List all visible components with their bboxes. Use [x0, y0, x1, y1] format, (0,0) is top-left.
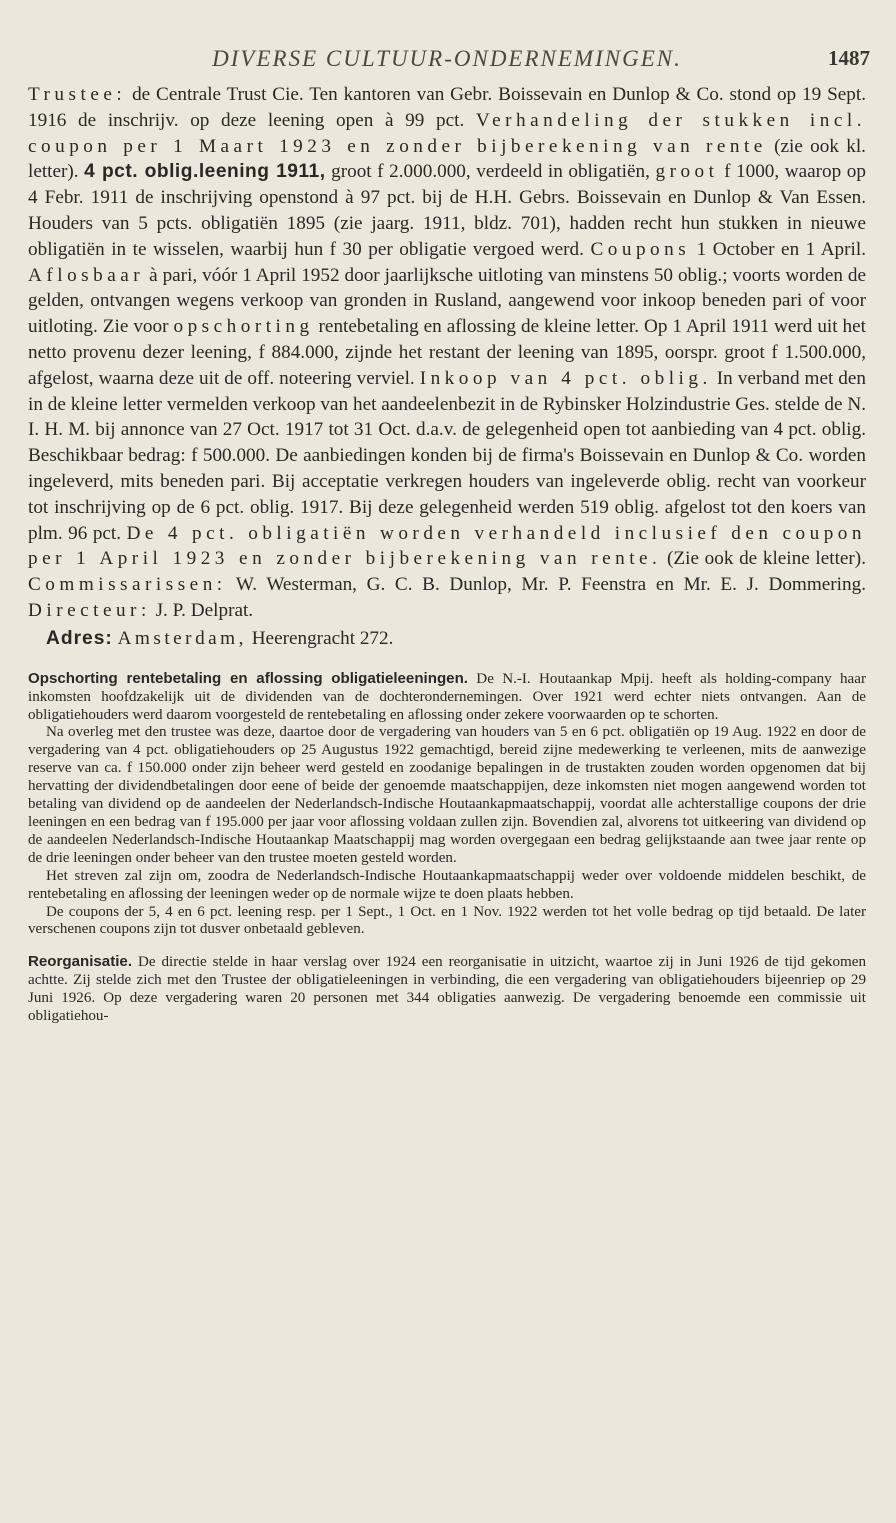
spaced-text-run: groot	[655, 161, 719, 183]
small-heading-reorganisatie: Reorganisatie.	[28, 953, 133, 971]
directeur-label: Directeur:	[28, 599, 151, 621]
spaced-text-run: De 4 pct. obligatiën worden verhandeld inclusief den coupon per 1 April 1923 en zonder bijberekening van rente.	[28, 522, 866, 570]
text-run: groot f 2.000.000, verdeeld in obligatiën,	[325, 161, 656, 183]
text-run: W. Westerman, G. C. B. Dunlop, Mr. P. Feenstra en Mr. E. J. Dommering.	[226, 574, 866, 596]
inkoop-label: Inkoop van 4 pct. oblig.	[419, 367, 712, 389]
address-line	[46, 626, 866, 652]
text-run: de Centrale Trust Cie. Ten kantoren van Gebr. Boissevain en Dunlop & Co. stond op 19 Sept. 1916 de inschrijv. op deze leening open à 99 pct.	[28, 84, 866, 131]
text-run: rentebetaling en aflossing de kleine letter. Op 1 April 1911 werd uit het netto provenu dezer leening, f 884.000, zijnde het restant der leening van 1895, oorspr. groot f 1.500.000, afgelost, waarna deze uit de off. noteering verviel.	[28, 316, 866, 389]
text-run: De directie stelde in haar verslag over 1924 een reorganisatie in uitzicht, waartoe zij in Juni 1926 de tijd gekomen achtte. Zij stelde zich met den Trustee der obligatieleeningen in verbinding, die een vergadering van obligatiehouders bijeenriep op 29 Juni 1926. Op deze vergadering waren 20 personen met 344 obligaties aanwezig. De vergadering benoemde een commissie uit obligatiehou-	[28, 954, 866, 1025]
commissarissen-label: Commissarissen:	[28, 574, 227, 596]
main-paragraph	[28, 82, 866, 624]
address-city: Amsterdam,	[117, 627, 247, 649]
address-street: Heerengracht 272.	[246, 627, 394, 649]
text-run: f 1000, waarop op 4 Febr. 1911 de inschrijving openstond à 97 pct. bij de H.H. Gebrs. Boissevain en Dunlop & Van Essen. Houders van 5 pcts. obligatiën 1895 (zie jaarg. 1911, bldz. 701), hadden recht hun stukken in nieuwe obligatiën in te wisselen, waarbij hun f 30 per obligatie vergoed werd.	[28, 161, 866, 260]
small-print-section	[28, 670, 866, 1026]
text-run: 1 October en 1 April.	[690, 238, 866, 260]
small-paragraph	[28, 868, 866, 904]
page-header	[28, 40, 870, 82]
loan-heading: 4 pct. oblig.leening 1911,	[84, 161, 326, 183]
small-paragraph	[28, 904, 866, 940]
small-paragraph	[28, 724, 866, 867]
small-paragraph	[28, 670, 866, 725]
coupons-label: Coupons	[590, 238, 691, 260]
text-run: De coupons der 5, 4 en 6 pct. leening resp. per 1 Sept., 1 Oct. en 1 Nov. 1922 werden tot het volle bedrag op tijd betaald. De later verschenen coupons zijn tot dusver onbetaald gebleven.	[28, 903, 866, 938]
aflosbaar-label: Aflosbaar	[28, 264, 145, 286]
small-heading-opschorting: Opschorting rentebetaling en aflossing obligatieleeningen.	[28, 669, 468, 687]
spaced-text-run: opschorting	[173, 316, 314, 338]
address-label: Adres:	[46, 627, 113, 649]
text-run: (Zie ook de kleine letter).	[661, 548, 866, 570]
small-paragraph	[28, 953, 866, 1026]
text-run: Het streven zal zijn om, zoodra de Nederlandsch-Indische Houtaankapmaatschappij weder over voldoende middelen beschikt, de rentebetaling en aflossing der leeningen weder op de normale wijze te doen plaats hebben.	[28, 867, 866, 902]
text-run: J. P. Delprat.	[150, 599, 254, 621]
text-run: In verband met den in de kleine letter vermelden verkoop van het aandeelenbezit in de Rybinsker Holzindustrie Ges. stelde de N. I. H. M. bij annonce van 27 Oct. 1917 tot 31 Oct. d.a.v. de gelegenheid open tot aanbieding van 4 pct. oblig. Beschikbaar bedrag: f 500.000. De aanbiedingen konden bij de firma's Boissevain en Dunlop & Co. worden ingeleverd, mits beneden pari. Bij acceptatie verkregen houders van ingeleverde oblig. recht van voorkeur tot inschrijving op de 6 pct. oblig. 1917. Bij deze gelegenheid werden 519 oblig. afgelost tot den koers van plm. 96 pct.	[28, 367, 866, 544]
text-run: à pari, vóór 1 April 1952 door jaarlijksche uitloting van minstens 50 oblig.; voorts worden de gelden, ontvangen wegens verkoop van gronden in Rusland, aangewend voor inkoop beneden pari of voor uitloting. Zie voor	[28, 264, 866, 338]
running-title: DIVERSE CULTUUR-ONDERNEMINGEN.	[212, 46, 682, 71]
trustee-label: Trustee:	[28, 84, 127, 105]
text-run: (zie ook kl. letter).	[28, 135, 866, 183]
spaced-text-run: Verhandeling der stukken incl. coupon per 1 Maart 1923 en zonder bijberekening van rente	[28, 109, 866, 157]
page-number: 1487	[828, 46, 870, 70]
text-run: De N.-I. Houtaankap Mpij. heeft als holding-company haar inkomsten hoofdzakelijk uit de dividenden van de dochterondernemingen. Over 1921 werd echter niets ontvangen. Aan de obligatiehouders werd daarom voorgesteld de rentebetaling en aflossing onder zekere voorwaarden op te schorten.	[28, 670, 866, 723]
text-run: Na overleg met den trustee was deze, daartoe door de vergadering van houders van 5 en 6 pct. obligatiën op 19 Aug. 1922 en door de vergadering van 4 pct. obligatiehouders op 25 Augustus 1922 gemachtigd, bereid zijne medewerking te verleenen, mits de aanwezige reserve van ca. f 150.000 onder zijn beheer werd gesteld en zoodanige bepalingen in de trustakten zouden worden opgenomen dat bij hervatting der dividendbetalingen door eene of beide der genoemde maatschappijen, deze inkomsten niet mogen aangewend worden tot betaling van dividend op de aandeelen der Nederlandsch-Indische Houtaankapmaatschappij, voordat alle achterstallige coupons der drie leeningen en een bedrag van f 195.000 per jaar voor aflossing voldaan zullen zijn. Bovendien zal, alvorens tot uitkeering van dividend op de aandeelen Nederlandsch-Indische Houtaankap Maatschappij mag worden overgegaan een bedrag gelijkstaande aan twee jaar rente op de drie leeningen onder beheer van den trustee moeten gesteld worden.	[28, 724, 866, 866]
